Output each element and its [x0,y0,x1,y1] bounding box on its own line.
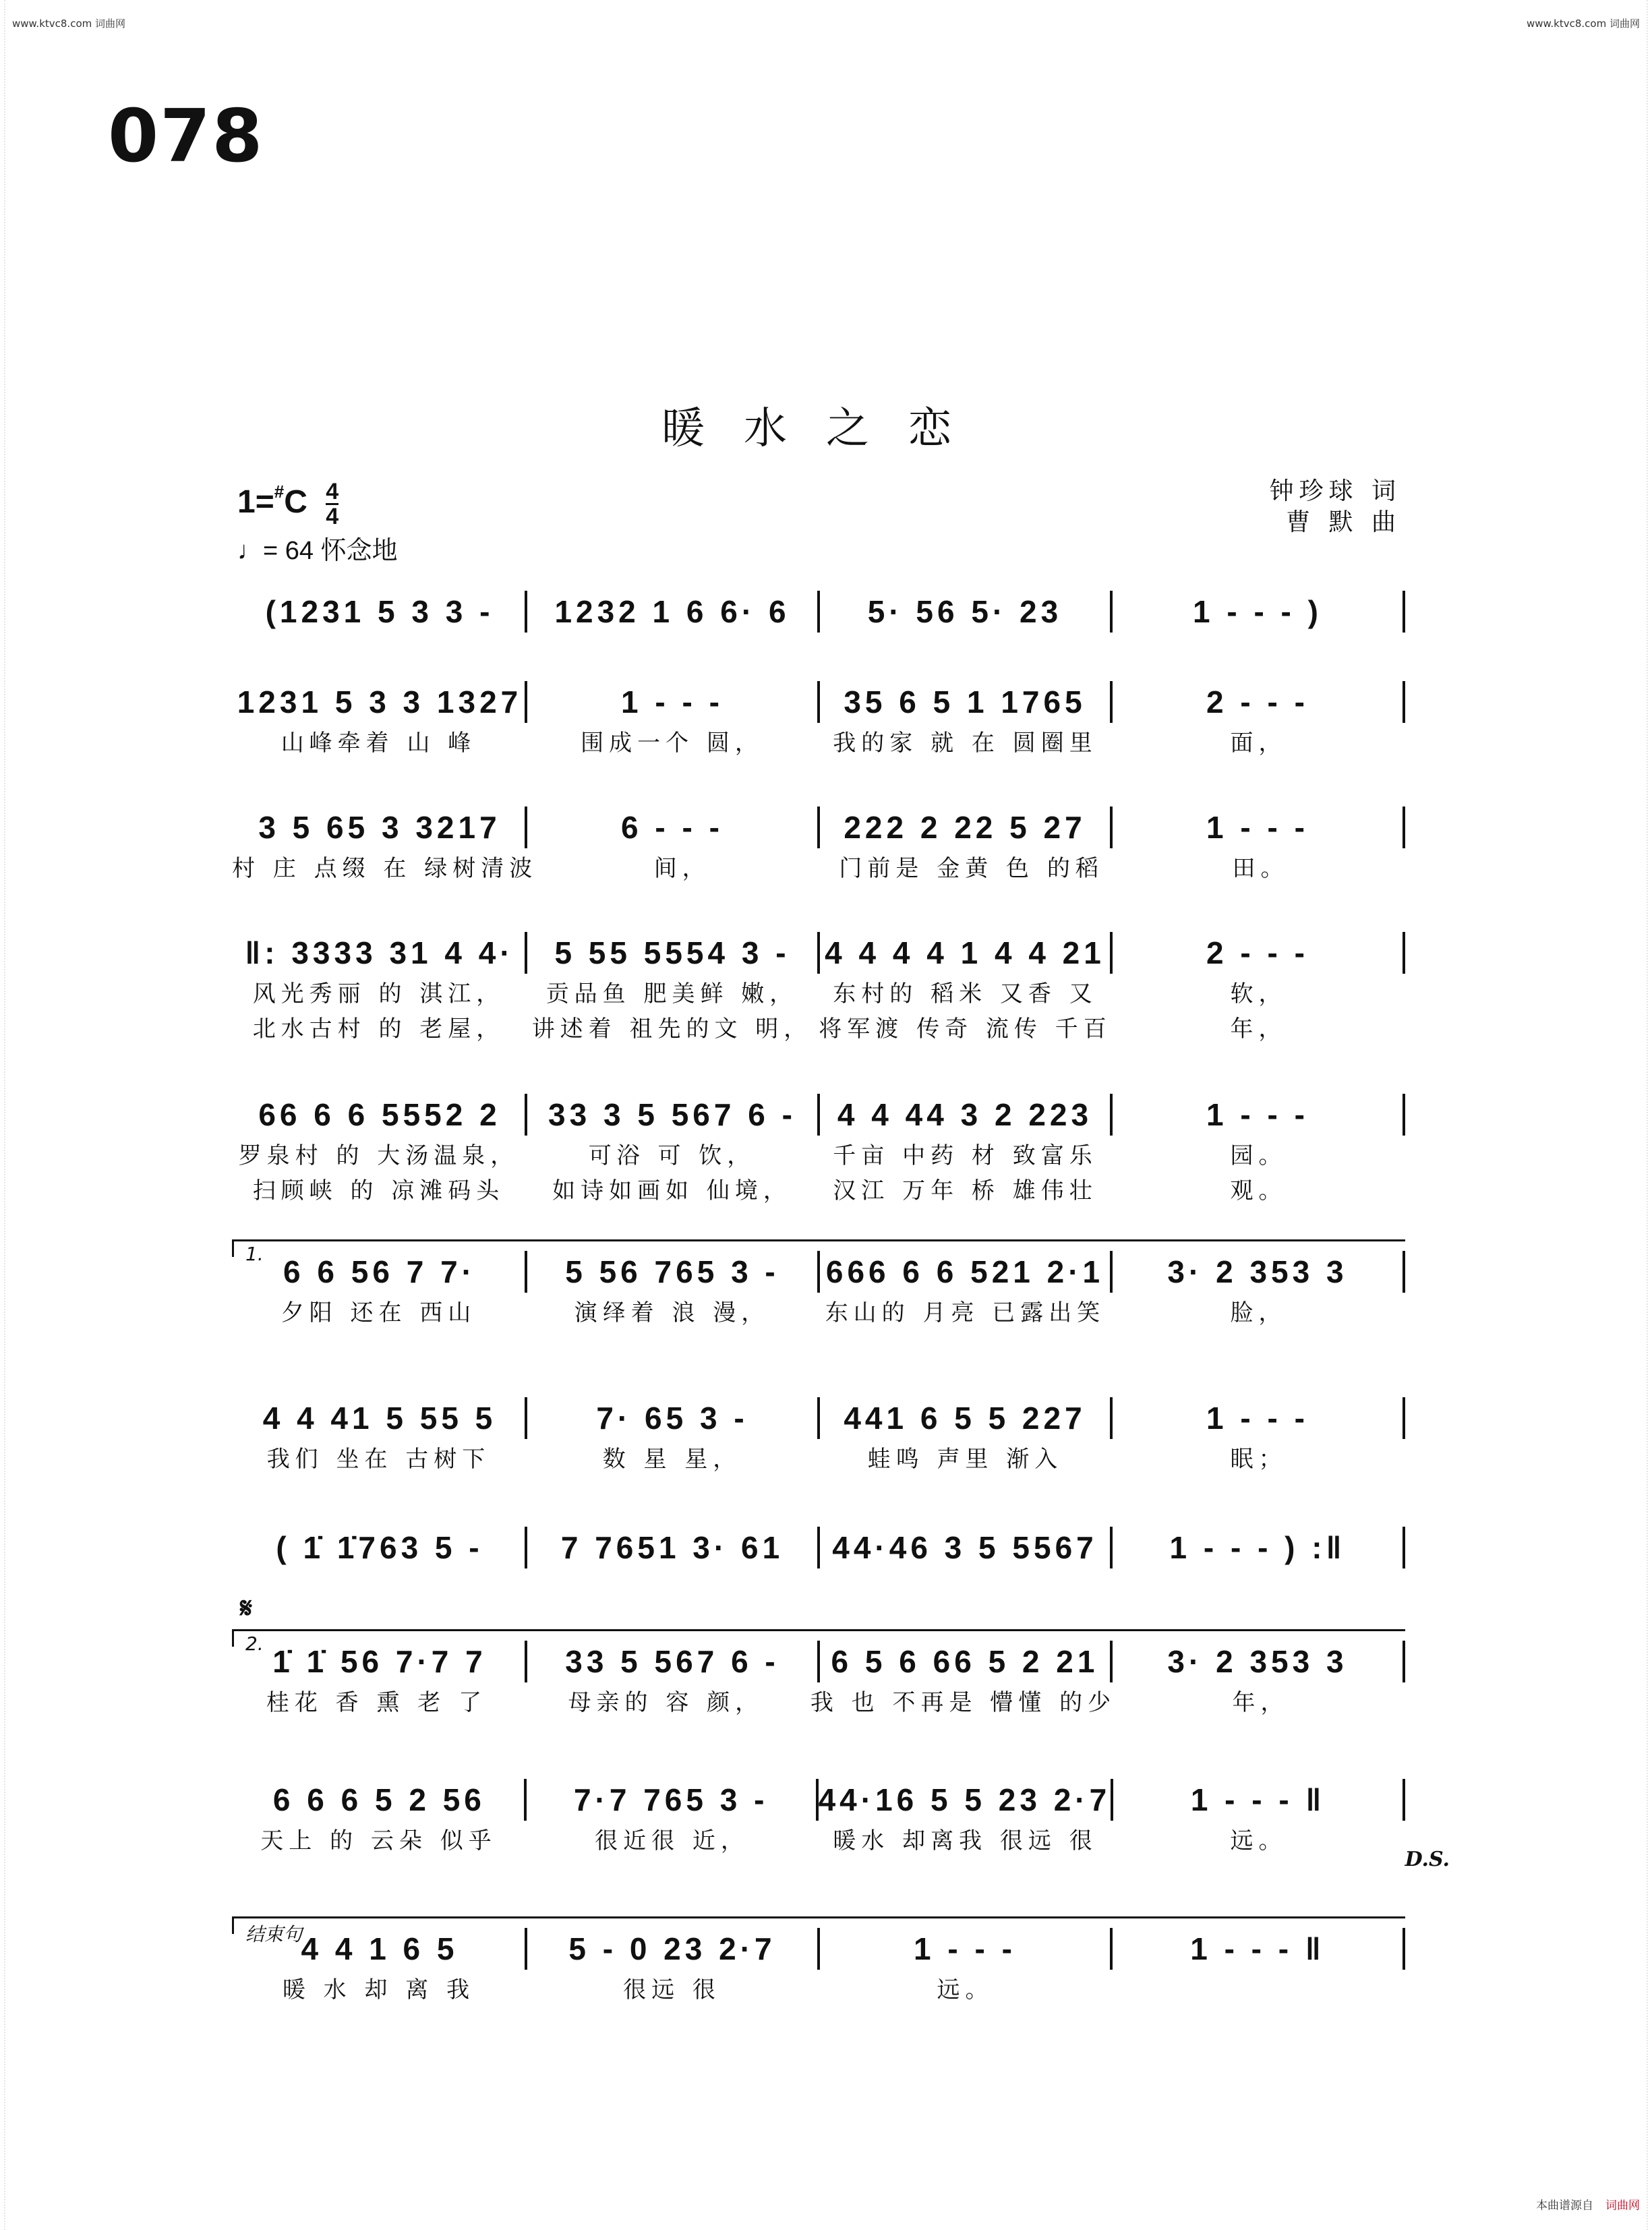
measure: 6 - - - [621,810,724,845]
measure: 44·46 3 5 5567 [832,1530,1098,1565]
measure: 6 6 6 5 2 56 [272,1782,485,1817]
measure: 4 4 4 4 1 4 4 21 [825,935,1105,970]
notation-row [232,1248,1405,1295]
score-system [232,929,1405,1047]
measure: 1 - - - [1206,810,1309,845]
notation-row [232,1395,1405,1442]
lyric-line [232,976,1405,1011]
measure: 4 4 1 6 5 [301,1931,459,1966]
segno-sign: 𝄋 [240,1591,253,1624]
lyric-line [232,726,1405,761]
measure: 5· 56 5· 23 [867,594,1063,629]
tempo-marking: ♩= 64 怀念地 [237,537,398,565]
volta-label: 结束句 [245,1923,303,1945]
notation-row [232,1776,1405,1823]
lyric-segment: 暖 水 却 离 我 [282,1976,475,2003]
barline [1403,1527,1405,1568]
site-watermark-right: www.ktvc8.com 词曲网 [1526,18,1640,30]
lyric-segment: 年， [1232,1689,1289,1716]
measure: 1 - - - ) [1193,594,1322,629]
lyric-line [232,1685,1405,1720]
barline [1403,806,1405,848]
lyric-line [232,1823,1405,1858]
measure: 2 - - - [1206,935,1309,970]
barline [1403,1928,1405,1970]
measure: 1 - - - [914,1931,1016,1966]
measure: 441 6 5 5 227 [844,1401,1086,1436]
notation-row [232,929,1405,976]
notation-row [232,1925,1405,1972]
barline [1403,1397,1405,1439]
lyric-segment: 我 也 不再是 懵懂 的少 [810,1689,1117,1716]
footer-source [1536,2196,1640,2212]
measure: 1 - - - ) :‖ [1169,1530,1346,1565]
lyric-segment: 天上 的 云朵 似乎 [260,1827,497,1854]
key-note: C [284,484,307,521]
page-number: 078 [108,94,264,179]
volta-bracket [232,1916,1405,1945]
measure: 5 55 5554 3 - [554,935,790,970]
composer-credit: 曹 默 曲 [1286,508,1401,536]
lyric-segment: 可浴 可 饮， [588,1142,756,1169]
measure: 222 2 22 5 27 [844,810,1086,845]
score-system [232,1395,1405,1477]
barline [1403,932,1405,974]
measure: 6 6 56 7 7· [283,1254,476,1289]
notation-row [232,1638,1405,1685]
lyric-segment: 风光秀丽 的 淇江， [252,980,505,1007]
measure: 3· 2 353 3 [1167,1254,1348,1289]
lyric-segment: 北水古村 的 老屋， [252,1016,505,1043]
notation-row [232,804,1405,851]
score-system [232,678,1405,761]
measure: 33 5 567 6 - [565,1644,779,1679]
measure: 33 3 5 567 6 - [548,1097,796,1132]
lyric-segment: 讲述着 祖先的文 明， [531,1016,813,1043]
lyric-segment: 年， [1230,1016,1287,1043]
measure: 1231 5 3 3 1327 [237,684,523,720]
song-title: 暖水之恋 [661,404,991,454]
lyric-segment: 扫顾峡 的 凉滩码头 [252,1177,505,1204]
measure: 1 - - - [1206,1401,1309,1436]
measure: 44·16 5 5 23 2·7 [818,1782,1111,1817]
measure: 66 6 6 5552 2 [258,1097,501,1132]
volta-bracket [232,1629,1405,1655]
right-page-edge [1647,0,1652,2230]
lyric-line [232,1173,1405,1208]
time-bottom: 4 [326,504,339,529]
lyric-segment: 门前是 金黄 色 的稻 [839,855,1104,882]
score-system [232,588,1405,635]
lyric-segment: 贡品鱼 肥美鲜 嫩， [545,980,798,1007]
measure: 666 6 6 521 2·1 [825,1254,1104,1289]
lyric-segment: 远。 [937,1976,994,2003]
lyric-segment: 我们 坐在 古树下 [266,1446,491,1473]
lyric-segment: 罗泉村 的 大汤温泉， [238,1142,519,1169]
volta-bracket [232,1239,1405,1265]
footer-source-label: 本曲谱源自 [1536,2199,1593,2212]
lyric-segment: 很近很 近， [595,1827,749,1854]
measure: 5 56 765 3 - [565,1254,779,1289]
lyric-segment: 很远 很 [623,1976,721,2003]
measure: 2 - - - [1206,684,1309,720]
volta-label: 1. [245,1243,264,1265]
measure: 3 5 65 3 3217 [258,810,501,845]
lyric-segment: 汉江 万年 桥 雄伟壮 [833,1177,1098,1204]
lyric-segment: 园。 [1230,1142,1287,1169]
measure: 1 - - - [621,684,724,720]
time-top: 4 [326,479,339,504]
lyric-segment: 夕阳 还在 西山 [281,1299,477,1326]
lyric-segment: 暖水 却离我 很远 很 [833,1827,1098,1854]
lyric-segment: 我的家 就 在 圆圈里 [833,730,1098,757]
lyric-segment: 间， [653,855,711,882]
score-system [232,1629,1405,1720]
measure: 1 - - - ‖ [1190,1931,1325,1966]
lyric-segment: 田。 [1232,855,1289,882]
lyric-segment: 软， [1230,980,1287,1007]
measure: 35 6 5 1 1765 [844,684,1086,720]
measure: 4 4 44 3 2 223 [837,1097,1093,1132]
lyric-line [232,1442,1405,1477]
ds-mark: D.S. [1405,1848,1450,1871]
site-watermark-left: www.ktvc8.com 词曲网 [12,18,126,30]
measure: 5 - 0 23 2·7 [568,1931,776,1966]
barline [1403,1779,1405,1821]
measure: 1 - - - [1206,1097,1309,1132]
lyricist-credit: 钟珍球 词 [1269,477,1401,505]
measure: 1232 1 6 6· 6 [554,594,790,629]
lyric-segment: 观。 [1230,1177,1287,1204]
lyric-segment: 如诗如画如 仙境， [552,1177,792,1204]
lyric-line [232,1972,1405,2007]
barline [1403,681,1405,723]
barline [1403,1641,1405,1682]
measure: 3· 2 353 3 [1167,1644,1348,1679]
lyric-segment: 千亩 中药 材 致富乐 [833,1142,1098,1169]
lyric-line [232,1011,1405,1047]
score-system [232,1239,1405,1330]
volta-label: 2. [245,1633,264,1655]
notation-row [232,1091,1405,1138]
lyric-segment: 蛙鸣 声里 渐入 [867,1446,1063,1473]
sharp-sign: # [274,481,285,502]
measure: 1 - - - ‖ [1190,1782,1326,1817]
measure: (1231 5 3 3 - [265,594,494,629]
notation-row [232,678,1405,726]
lyric-segment: 山峰牵着 山 峰 [281,730,477,757]
lyric-segment: 东山的 月亮 已露出笑 [825,1299,1106,1326]
score-system [232,804,1405,886]
key-label: 1= [237,484,274,521]
score-system [232,1524,1405,1571]
footer-brand: 词曲网 [1605,2199,1640,2212]
lyric-segment: 演绎着 浪 漫， [574,1299,770,1326]
barline [1403,591,1405,633]
lyric-segment: 东村的 稻米 又香 又 [833,980,1098,1007]
measure: 7 7651 3· 61 [560,1530,784,1565]
lyric-segment: 母亲的 容 颜， [568,1689,764,1716]
lyric-segment: 面， [1230,730,1287,757]
measure: ‖: 3333 31 4 4· [245,935,514,970]
lyric-segment: 数 星 星， [602,1446,742,1473]
score-system [232,1776,1405,1858]
lyric-segment: 将军渡 传奇 流传 千百 [819,1016,1112,1043]
left-page-edge [0,0,5,2230]
lyric-line [232,1138,1405,1173]
score-system [232,1916,1405,2007]
measure: 1̇ 1̇ 56 7·7 7 [272,1644,487,1679]
lyric-segment: 远。 [1230,1827,1287,1854]
measure: 7· 65 3 - [596,1401,748,1436]
lyric-segment [1112,1972,1405,2007]
score-system [232,1091,1405,1208]
lyric-segment: 桂花 香 熏 老 了 [266,1689,488,1716]
time-signature [326,480,338,528]
barline [1403,1251,1405,1293]
notation-row [232,1524,1405,1571]
lyric-segment: 围成一个 圆， [581,730,763,757]
barline [1403,1094,1405,1136]
key-signature [237,480,338,528]
measure: ( 1̇ 1̇763 5 - [276,1530,483,1565]
lyric-segment: 眠； [1230,1446,1287,1473]
lyric-line [232,851,1405,886]
notation-row [232,588,1405,635]
measure: 4 4 41 5 55 5 [262,1401,497,1436]
lyric-line [232,1295,1405,1330]
measure: 6 5 6 66 5 2 21 [831,1644,1099,1679]
lyric-segment: 村 庄 点缀 在 绿树清波 [232,855,538,882]
lyric-segment: 脸， [1230,1299,1287,1326]
measure: 7·7 765 3 - [573,1782,769,1817]
